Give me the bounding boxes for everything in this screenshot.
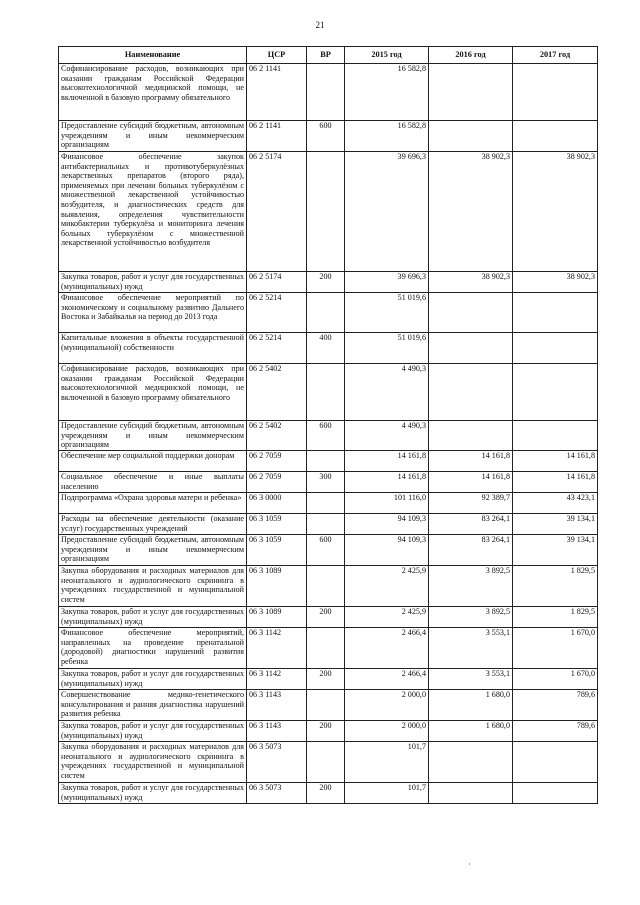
- row-2016: [429, 333, 513, 364]
- col-header-2015: 2015 год: [345, 47, 429, 64]
- row-2015: 39 696,3: [345, 152, 429, 272]
- row-2015: 2 466,4: [345, 628, 429, 669]
- row-csr: 06 2 5214: [247, 333, 307, 364]
- row-name: Закупка оборудования и расходных материалов для неонатального и аудиологического скрининга в учреждениях государственной и муниципальной систем: [59, 742, 247, 783]
- row-vr: 200: [307, 607, 345, 628]
- row-name: Закупка товаров, работ и услуг для государственных (муниципальных) нужд: [59, 669, 247, 690]
- row-2015: 2 466,4: [345, 669, 429, 690]
- row-csr: 06 3 1143: [247, 721, 307, 742]
- row-csr: 06 2 5214: [247, 293, 307, 333]
- row-2017: 43 423,1: [513, 493, 598, 514]
- row-csr: 06 2 5402: [247, 364, 307, 421]
- row-2015: 2 425,9: [345, 607, 429, 628]
- row-2017: [513, 293, 598, 333]
- row-vr: 200: [307, 272, 345, 293]
- table-row: [59, 721, 598, 742]
- row-vr: 600: [307, 121, 345, 152]
- row-2015: 101,7: [345, 783, 429, 804]
- row-2017: 1 670,0: [513, 669, 598, 690]
- row-vr: 400: [307, 333, 345, 364]
- row-name: Софинансирование расходов, возникающих при оказании гражданам Российской Федерации высокотехнологичной медицинской помощи, не включенной в базовую программу обязательного: [59, 364, 247, 421]
- row-vr: [307, 742, 345, 783]
- col-header-2016: 2016 год: [429, 47, 513, 64]
- row-csr: 06 3 5073: [247, 742, 307, 783]
- row-2016: 14 161,8: [429, 472, 513, 493]
- table-header-row: [59, 47, 598, 64]
- row-csr: 06 3 1059: [247, 514, 307, 535]
- row-name: Закупка товаров, работ и услуг для государственных (муниципальных) нужд: [59, 721, 247, 742]
- row-2015: 2 000,0: [345, 721, 429, 742]
- row-vr: 600: [307, 535, 345, 566]
- row-vr: [307, 690, 345, 721]
- row-csr: 06 2 5174: [247, 272, 307, 293]
- table-row: [59, 690, 598, 721]
- row-vr: [307, 493, 345, 514]
- row-vr: 300: [307, 472, 345, 493]
- row-csr: 06 2 5174: [247, 152, 307, 272]
- table-row: [59, 364, 598, 421]
- row-2015: 94 109,3: [345, 535, 429, 566]
- row-2017: 39 134,1: [513, 535, 598, 566]
- row-name: Финансовое обеспечение закупок антибактериальных и противотуберкулёзных лекарственных препаратов (второго ряда), применяемых при лечении больных туберкулёзом с множественной лекарственной устойчивостью возбудителя, и диагностических средств для выявления, определения чувствительности микобактерии туберкулёза и мониторинга лечения больных туберкулёзом с множественной лекарственной устойчивостью возбудителя: [59, 152, 247, 272]
- row-csr: 06 3 1142: [247, 669, 307, 690]
- row-2016: 3 892,5: [429, 607, 513, 628]
- row-name: Совершенствование медико-генетического консультирования и ранняя диагностика нарушений развития ребенка: [59, 690, 247, 721]
- table-row: [59, 152, 598, 272]
- row-2016: 1 680,0: [429, 721, 513, 742]
- row-name: Закупка оборудования и расходных материалов для неонатального и аудиологического скрининга в учреждениях государственной и муниципальной систем: [59, 566, 247, 607]
- row-vr: [307, 152, 345, 272]
- col-header-2017: 2017 год: [513, 47, 598, 64]
- row-csr: 06 2 7059: [247, 472, 307, 493]
- row-name: Закупка товаров, работ и услуг для государственных (муниципальных) нужд: [59, 272, 247, 293]
- row-2016: 3 892,5: [429, 566, 513, 607]
- row-name: Закупка товаров, работ и услуг для государственных (муниципальных) нужд: [59, 783, 247, 804]
- row-2017: [513, 742, 598, 783]
- table-row: [59, 421, 598, 451]
- row-vr: 200: [307, 669, 345, 690]
- row-2016: 3 553,1: [429, 628, 513, 669]
- row-2015: 101,7: [345, 742, 429, 783]
- row-2016: 83 264,1: [429, 535, 513, 566]
- row-csr: 06 3 1089: [247, 566, 307, 607]
- row-csr: 06 3 1143: [247, 690, 307, 721]
- row-name: Закупка товаров, работ и услуг для государственных (муниципальных) нужд: [59, 607, 247, 628]
- table-row: [59, 628, 598, 669]
- row-2017: [513, 421, 598, 451]
- row-2017: [513, 783, 598, 804]
- row-2015: 14 161,8: [345, 472, 429, 493]
- row-2016: 38 902,3: [429, 272, 513, 293]
- row-2017: 39 134,1: [513, 514, 598, 535]
- row-2015: 94 109,3: [345, 514, 429, 535]
- table-row: [59, 493, 598, 514]
- row-vr: [307, 64, 345, 121]
- row-csr: 06 3 1142: [247, 628, 307, 669]
- row-2015: 39 696,3: [345, 272, 429, 293]
- row-name: Расходы на обеспечение деятельности (оказание услуг) государственных учреждений: [59, 514, 247, 535]
- row-2015: 4 490,3: [345, 421, 429, 451]
- row-name: Предоставление субсидий бюджетным, автономным учреждениям и иным некоммерческим организациям: [59, 535, 247, 566]
- table-row: [59, 121, 598, 152]
- table-row: [59, 607, 598, 628]
- row-2017: 1 829,5: [513, 566, 598, 607]
- row-2016: 83 264,1: [429, 514, 513, 535]
- row-2015: 2 000,0: [345, 690, 429, 721]
- row-vr: [307, 514, 345, 535]
- row-name: Софинансирование расходов, возникающих при оказании гражданам Российской Федерации высокотехнологичной медицинской помощи, не включенной в базовую программу обязательного: [59, 64, 247, 121]
- row-csr: 06 3 5073: [247, 783, 307, 804]
- row-2017: 1 670,0: [513, 628, 598, 669]
- row-2017: [513, 364, 598, 421]
- row-vr: [307, 364, 345, 421]
- row-2017: 38 902,3: [513, 272, 598, 293]
- row-vr: [307, 566, 345, 607]
- row-name: Подпрограмма «Охрана здоровья матери и ребенка»: [59, 493, 247, 514]
- row-vr: [307, 293, 345, 333]
- row-csr: 06 2 1141: [247, 121, 307, 152]
- table-row: [59, 64, 598, 121]
- row-2015: 101 116,0: [345, 493, 429, 514]
- row-2017: 14 161,8: [513, 472, 598, 493]
- row-name: Предоставление субсидий бюджетным, автономным учреждениям и иным некоммерческим организациям: [59, 121, 247, 152]
- row-2017: 1 829,5: [513, 607, 598, 628]
- row-2016: [429, 64, 513, 121]
- scan-mark: ·: [468, 860, 471, 869]
- table-row: [59, 333, 598, 364]
- row-name: Капитальные вложения в объекты государственной (муниципальной) собственности: [59, 333, 247, 364]
- row-2016: 3 553,1: [429, 669, 513, 690]
- row-2015: 16 582,8: [345, 121, 429, 152]
- row-vr: [307, 628, 345, 669]
- row-vr: [307, 451, 345, 472]
- row-csr: 06 2 1141: [247, 64, 307, 121]
- row-2016: [429, 742, 513, 783]
- row-2016: [429, 364, 513, 421]
- table-body: [59, 64, 598, 804]
- row-name: Предоставление субсидий бюджетным, автономным учреждениям и иным некоммерческим организациям: [59, 421, 247, 451]
- row-2015: 2 425,9: [345, 566, 429, 607]
- row-csr: 06 3 1059: [247, 535, 307, 566]
- row-2016: [429, 121, 513, 152]
- row-2015: 51 019,6: [345, 293, 429, 333]
- row-2016: [429, 421, 513, 451]
- row-2016: 92 389,7: [429, 493, 513, 514]
- budget-table: [58, 46, 598, 804]
- row-2015: 51 019,6: [345, 333, 429, 364]
- page-number: 21: [315, 20, 325, 30]
- row-2016: 38 902,3: [429, 152, 513, 272]
- row-2017: 789,6: [513, 690, 598, 721]
- row-name: Социальное обеспечение и иные выплаты населению: [59, 472, 247, 493]
- row-vr: 200: [307, 783, 345, 804]
- table-row: [59, 566, 598, 607]
- row-csr: 06 3 1089: [247, 607, 307, 628]
- table-row: [59, 535, 598, 566]
- table-row: [59, 451, 598, 472]
- col-header-name: Наименование: [59, 47, 247, 64]
- row-2016: 14 161,8: [429, 451, 513, 472]
- row-2015: 4 490,3: [345, 364, 429, 421]
- row-name: Обеспечение мер социальной поддержки донорам: [59, 451, 247, 472]
- col-header-csr: ЦСР: [247, 47, 307, 64]
- table-row: [59, 742, 598, 783]
- row-2017: 38 902,3: [513, 152, 598, 272]
- row-2016: 1 680,0: [429, 690, 513, 721]
- table-row: [59, 272, 598, 293]
- row-vr: 600: [307, 421, 345, 451]
- row-2017: 789,6: [513, 721, 598, 742]
- table-row: [59, 472, 598, 493]
- table-row: [59, 783, 598, 804]
- row-2017: 14 161,8: [513, 451, 598, 472]
- table-row: [59, 669, 598, 690]
- row-name: Финансовое обеспечение мероприятий, направленных на проведение пренатальной (дородовой) диагностики нарушений развития ребенка: [59, 628, 247, 669]
- row-2015: 14 161,8: [345, 451, 429, 472]
- row-2016: [429, 293, 513, 333]
- row-2017: [513, 121, 598, 152]
- row-2016: [429, 783, 513, 804]
- row-vr: 200: [307, 721, 345, 742]
- table-row: [59, 514, 598, 535]
- row-csr: 06 2 5402: [247, 421, 307, 451]
- col-header-vr: ВР: [307, 47, 345, 64]
- row-csr: 06 2 7059: [247, 451, 307, 472]
- row-csr: 06 3 0000: [247, 493, 307, 514]
- row-2017: [513, 64, 598, 121]
- table-row: [59, 293, 598, 333]
- row-2015: 16 582,8: [345, 64, 429, 121]
- row-2017: [513, 333, 598, 364]
- row-name: Финансовое обеспечение мероприятий по экономическому и социальному развитию Дальнего Востока и Забайкалья на период до 2013 года: [59, 293, 247, 333]
